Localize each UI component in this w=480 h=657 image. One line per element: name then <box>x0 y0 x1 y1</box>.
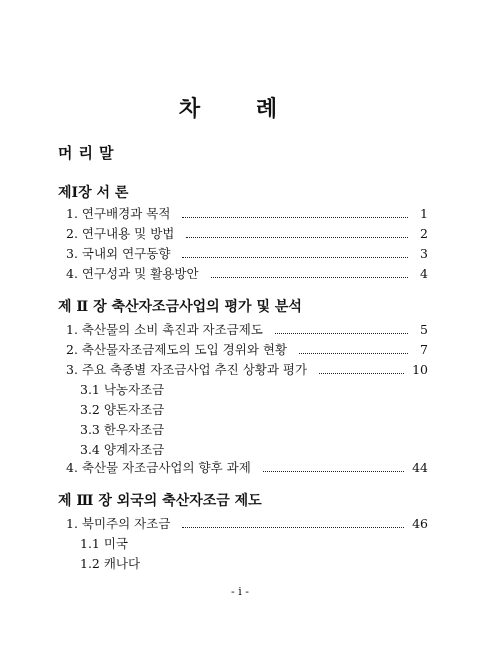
toc-entry-page: 2 <box>420 226 428 241</box>
toc-entry-page: 44 <box>412 460 428 475</box>
toc-entry-page: 46 <box>412 516 428 531</box>
toc-entry[interactable] <box>66 340 428 360</box>
toc-entry[interactable] <box>66 360 428 380</box>
toc-entry-label: 1. 북미주의 자조금 <box>66 516 171 531</box>
toc-entry-label: 3. 국내외 연구동향 <box>66 246 171 261</box>
dot-leader <box>182 207 408 218</box>
dot-leader <box>319 363 404 374</box>
toc-entry-page: 7 <box>420 342 428 357</box>
toc-subentry[interactable]: 1.1 미국 <box>80 536 129 551</box>
toc-entry-label: 4. 연구성과 및 활용방안 <box>66 266 199 281</box>
toc-entry[interactable] <box>66 320 428 340</box>
toc-entry[interactable] <box>66 224 428 244</box>
toc-entry[interactable] <box>66 244 428 264</box>
dot-leader <box>211 267 408 278</box>
toc-subentry[interactable]: 3.2 양돈자조금 <box>80 402 165 417</box>
dot-leader <box>186 227 408 238</box>
toc-entry-label: 2. 축산물자조금제도의 도입 경위와 현황 <box>66 342 288 357</box>
toc-entry-label: 2. 연구내용 및 방법 <box>66 226 175 241</box>
toc-subentry[interactable]: 3.4 양계자조금 <box>80 442 165 457</box>
page-title: 차 례 <box>178 96 302 122</box>
dot-leader <box>263 461 404 472</box>
toc-entry[interactable] <box>66 204 428 224</box>
toc-entry-page: 1 <box>420 206 428 221</box>
preface-heading: 머리말 <box>58 144 120 162</box>
toc-subentry[interactable]: 3.1 낙농자조금 <box>80 382 165 397</box>
toc-entry-page: 3 <box>420 246 428 261</box>
toc-entry-page: 5 <box>420 322 428 337</box>
toc-entry-label: 1. 축산물의 소비 촉진과 자조금제도 <box>66 322 263 337</box>
toc-entry[interactable] <box>66 264 428 284</box>
chapter-3-heading: 제 Ⅲ 장 외국의 축산자조금 제도 <box>58 493 262 509</box>
dot-leader <box>182 247 408 258</box>
chapter-1-heading: 제Ⅰ장 서 론 <box>58 185 129 201</box>
toc-subentry[interactable]: 3.3 한우자조금 <box>80 422 165 437</box>
toc-entry[interactable] <box>66 458 428 478</box>
dot-leader <box>182 517 404 528</box>
toc-subentry[interactable]: 1.2 캐나다 <box>80 556 141 571</box>
dot-leader <box>275 323 408 334</box>
toc-entry-label: 3. 주요 축종별 자조금사업 추진 상황과 평가 <box>66 362 308 377</box>
dot-leader <box>299 343 408 354</box>
toc-entry[interactable] <box>66 514 428 534</box>
chapter-2-heading: 제 Ⅱ 장 축산자조금사업의 평가 및 분석 <box>58 299 302 315</box>
page-number: - i - <box>231 585 249 598</box>
toc-entry-page: 10 <box>412 362 428 377</box>
toc-entry-label: 1. 연구배경과 목적 <box>66 206 171 221</box>
toc-entry-page: 4 <box>420 266 428 281</box>
toc-entry-label: 4. 축산물 자조금사업의 향후 과제 <box>66 460 251 475</box>
